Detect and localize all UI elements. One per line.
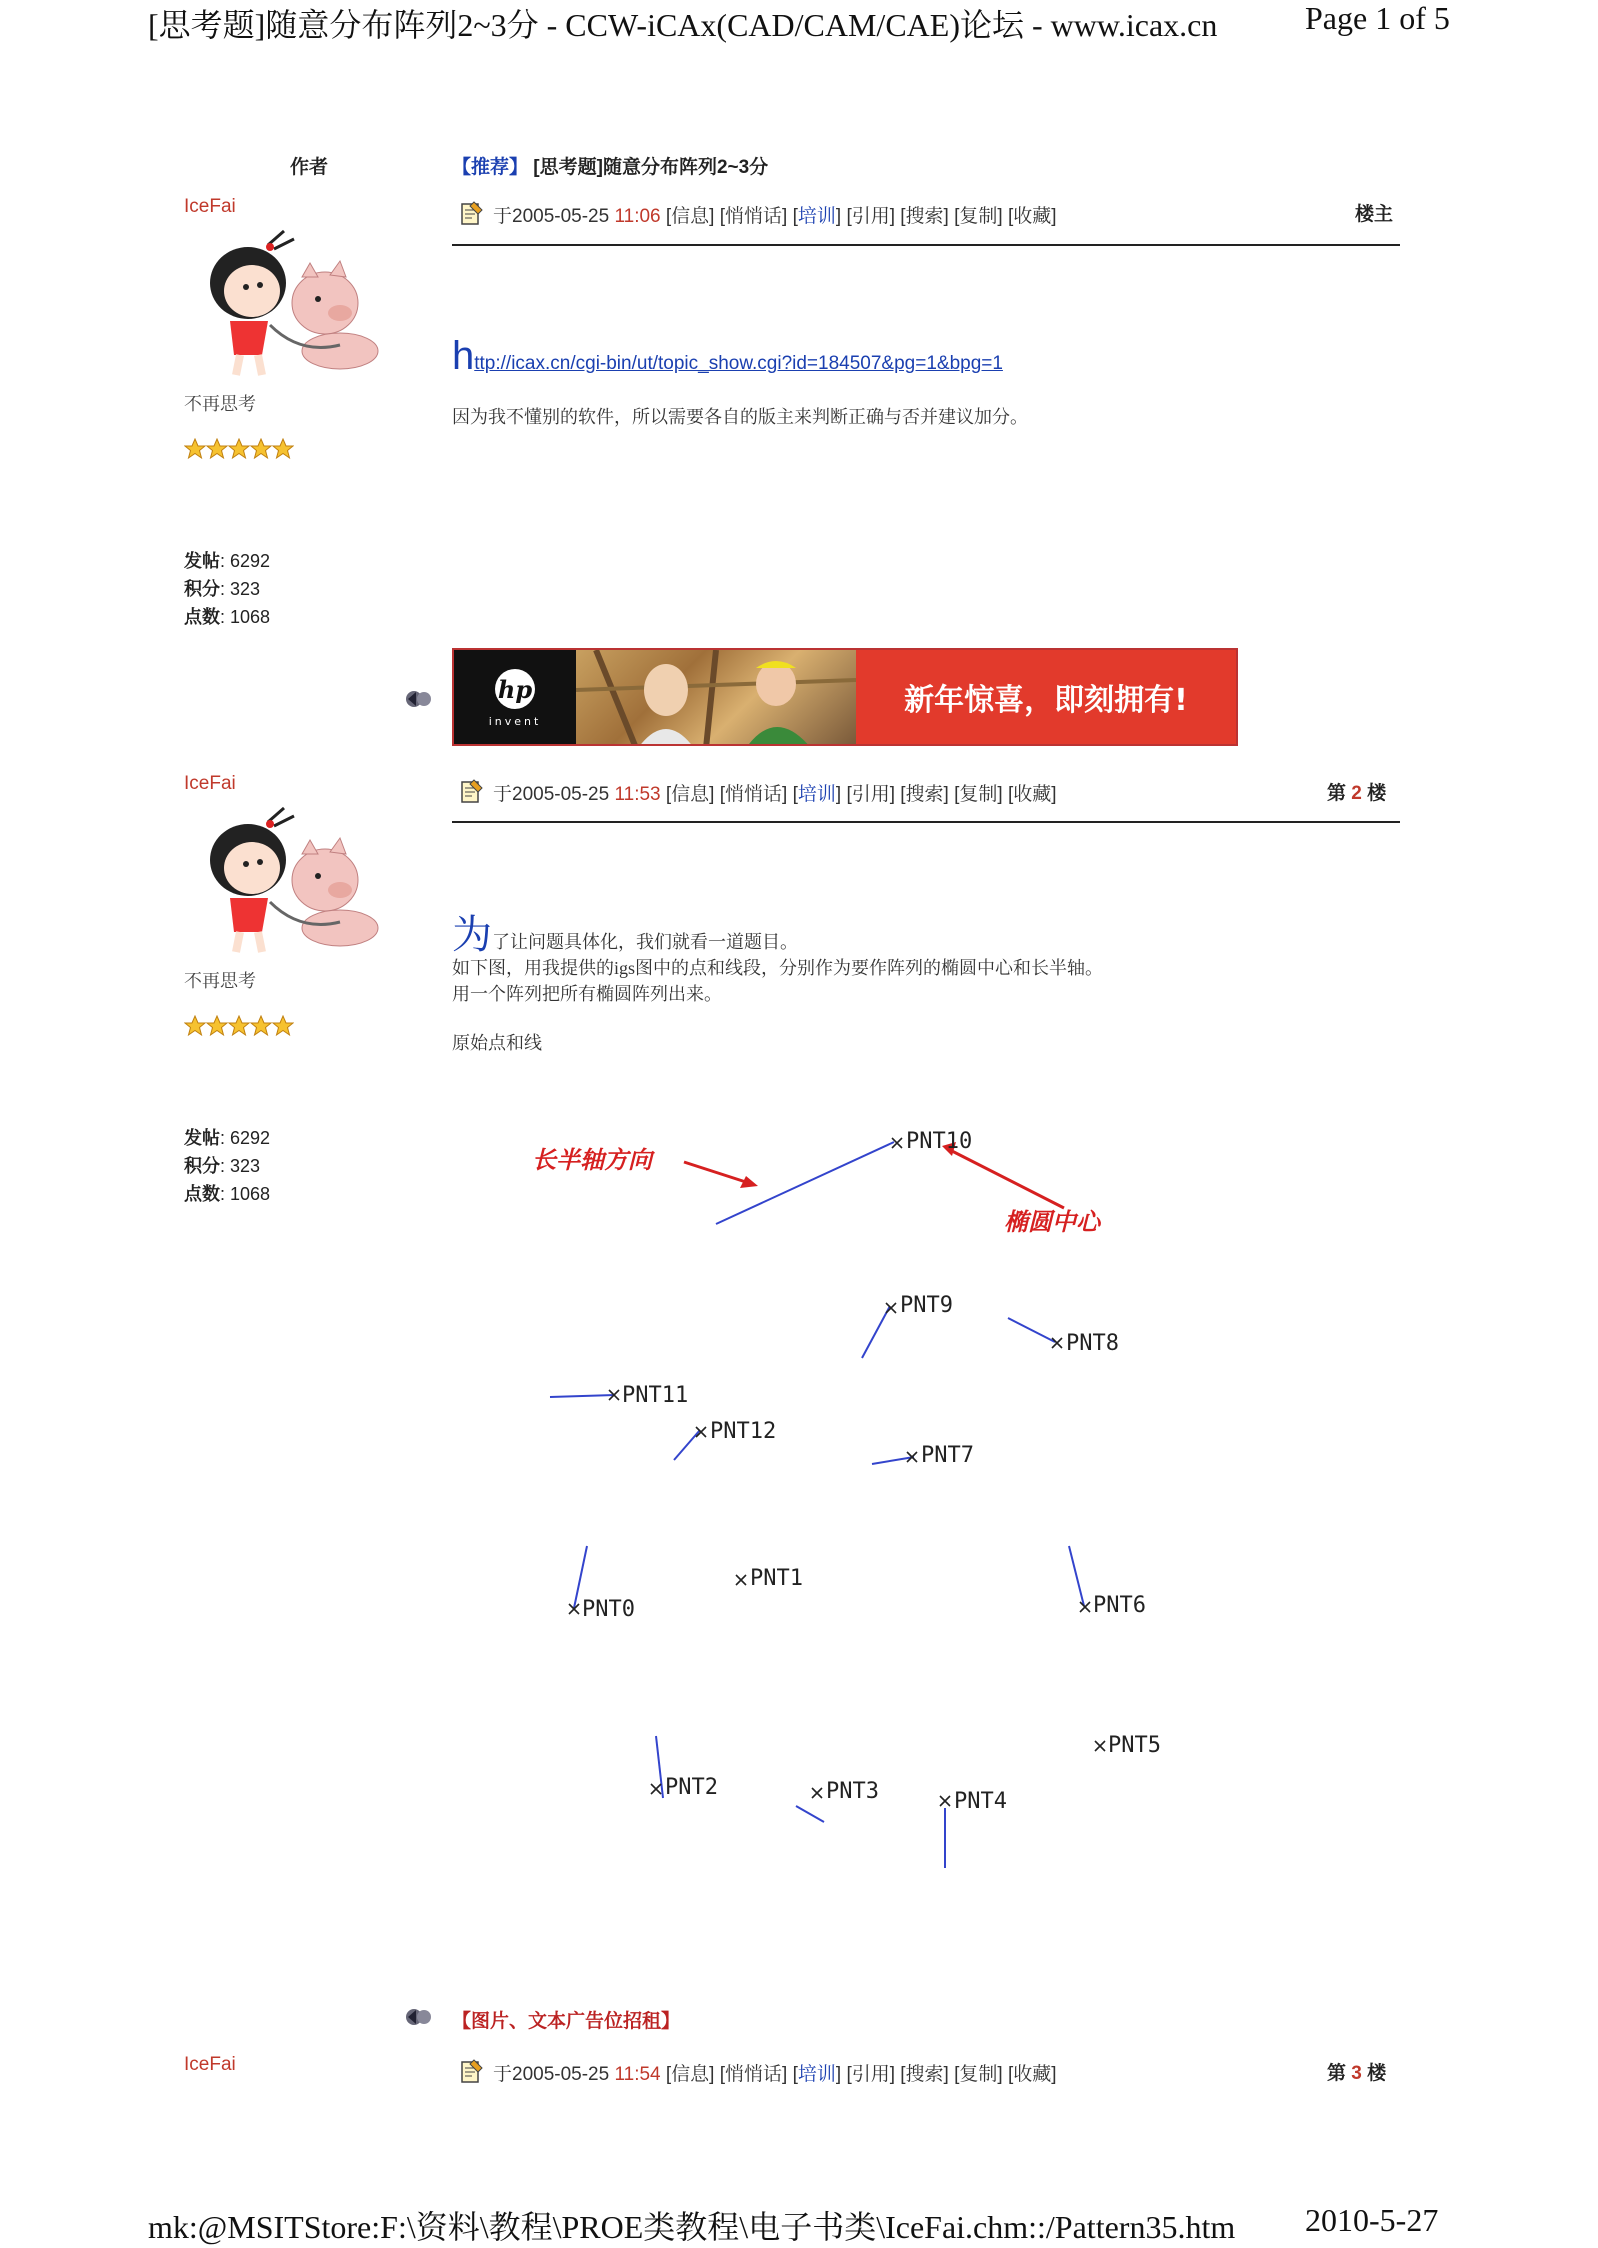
post2-rating-stars	[184, 1015, 294, 1042]
post1-signature: 不再思考	[184, 394, 256, 414]
post2-body-line1: 为了让问题具体化，我们就看一道题目。	[452, 912, 798, 958]
quote-link[interactable]: [引用]	[846, 206, 895, 227]
info-link[interactable]: [信息]	[665, 2064, 715, 2085]
post2-divider	[452, 821, 1400, 823]
train-link[interactable]: 培训	[797, 784, 836, 805]
svg-text:PNT4: PNT4	[954, 1789, 1007, 1814]
ad-photo	[576, 650, 856, 744]
recommend-tag[interactable]: 【推荐】	[452, 157, 529, 178]
post-edit-icon	[460, 200, 484, 231]
post2-floor-label: 第 2 楼	[1327, 783, 1387, 804]
post3-floor-label: 第 3 楼	[1327, 2063, 1387, 2084]
thread-title-line	[452, 152, 768, 179]
post2-meta: 于2005-05-25 11:53 [信息] [悄悄话] [培训] [引用] [搜索] [复制] [收藏]	[493, 784, 1057, 805]
print-footer-date: 2010-5-27	[1305, 2202, 1439, 2238]
favorite-link[interactable]: [收藏]	[1007, 206, 1057, 227]
quote-link[interactable]: [引用]	[846, 784, 895, 805]
quote-link[interactable]: [引用]	[846, 2064, 895, 2085]
ad-speaker-icon	[404, 686, 436, 717]
post1-url-line: http://icax.cn/cgi-bin/ut/topic_show.cgi?id=184507&pg=1&bpg=1	[452, 334, 1003, 378]
search-link[interactable]: [搜索]	[900, 784, 949, 805]
ad-banner[interactable]	[452, 648, 1238, 746]
post1-divider	[452, 244, 1400, 246]
search-link[interactable]: [搜索]	[900, 206, 949, 227]
copy-link[interactable]: [复制]	[954, 206, 1003, 227]
svg-text:hp: hp	[497, 674, 533, 704]
ad-slogan: 新年惊喜，即刻拥有!	[904, 683, 1188, 718]
post2-avatar	[190, 802, 390, 957]
post-edit-icon	[460, 778, 484, 809]
post3-username[interactable]: IceFai	[184, 2054, 236, 2075]
svg-text:PNT9: PNT9	[900, 1293, 953, 1318]
favorite-link[interactable]: [收藏]	[1007, 2064, 1057, 2085]
print-footer-path: mk:@MSITStore:F:\资料\教程\PROE类教程\电子书类\IceFai.chm::/Pattern35.htm	[148, 2209, 1236, 2245]
svg-text:PNT5: PNT5	[1108, 1733, 1161, 1758]
whisper-link[interactable]: [悄悄话]	[719, 784, 788, 805]
train-link[interactable]: 培训	[797, 206, 836, 227]
ad-speaker-icon	[404, 2004, 436, 2035]
hp-logo: hp invent	[454, 650, 576, 744]
post3-meta: 于2005-05-25 11:54 [信息] [悄悄话] [培训] [引用] [搜索] [复制] [收藏]	[493, 2064, 1057, 2085]
points-lines-diagram	[452, 1100, 1302, 1905]
post2-body-line3: 用一个阵列把所有椭圆阵列出来。	[452, 984, 722, 1004]
annotation-ellipse-center: 椭圆中心	[1004, 1207, 1100, 1236]
post2-body-line4: 原始点和线	[452, 1033, 542, 1053]
svg-text:PNT8: PNT8	[1066, 1331, 1119, 1356]
svg-text:PNT10: PNT10	[906, 1129, 973, 1154]
copy-link[interactable]: [复制]	[954, 2064, 1003, 2085]
post1-stats: 发帖: 6292 积分: 323 点数: 1068	[184, 551, 271, 627]
info-link[interactable]: [信息]	[665, 206, 715, 227]
favorite-link[interactable]: [收藏]	[1007, 784, 1057, 805]
post1-avatar	[190, 225, 390, 380]
post2-signature: 不再思考	[184, 971, 256, 991]
post2-username[interactable]: IceFai	[184, 773, 236, 794]
post1-body-text: 因为我不懂别的软件，所以需要各自的版主来判断正确与否并建议加分。	[452, 407, 1028, 427]
print-header-page: Page 1 of 5	[1305, 0, 1450, 36]
svg-text:PNT3: PNT3	[826, 1779, 879, 1804]
copy-link[interactable]: [复制]	[954, 784, 1003, 805]
post1-meta: 于2005-05-25 11:06 [信息] [悄悄话] [培训] [引用] [搜索] [复制] [收藏]	[493, 206, 1057, 227]
svg-text:PNT11: PNT11	[622, 1383, 689, 1408]
print-header-title: [思考题]随意分布阵列2~3分 - CCW-iCAx(CAD/CAM/CAE)论坛 - www.icax.cn	[148, 7, 1218, 43]
search-link[interactable]: [搜索]	[900, 2064, 949, 2085]
svg-text:PNT1: PNT1	[750, 1566, 803, 1591]
thread-title: [思考题]随意分布阵列2~3分	[533, 157, 769, 178]
post2-body-line2: 如下图，用我提供的igs图中的点和线段，分别作为要作阵列的椭圆中心和长半轴。	[452, 958, 1104, 978]
info-link[interactable]: [信息]	[665, 784, 715, 805]
svg-text:PNT7: PNT7	[921, 1443, 974, 1468]
svg-text:PNT0: PNT0	[582, 1597, 635, 1622]
whisper-link[interactable]: [悄悄话]	[719, 206, 788, 227]
post-edit-icon	[460, 2058, 484, 2089]
svg-text:PNT6: PNT6	[1093, 1593, 1146, 1618]
whisper-link[interactable]: [悄悄话]	[719, 2064, 788, 2085]
train-link[interactable]: 培训	[797, 2064, 836, 2085]
annotation-major-axis: 长半轴方向	[532, 1145, 652, 1174]
text-ad-link[interactable]: 【图片、文本广告位招租】	[452, 2011, 681, 2032]
svg-text:PNT12: PNT12	[710, 1419, 777, 1444]
post1-rating-stars	[184, 438, 294, 465]
svg-text:PNT2: PNT2	[665, 1775, 718, 1800]
post2-stats: 发帖: 6292 积分: 323 点数: 1068	[184, 1128, 271, 1204]
post1-url-link[interactable]: ttp://icax.cn/cgi-bin/ut/topic_show.cgi?id=184507&pg=1&bpg=1	[474, 353, 1003, 374]
post1-floor-label: 楼主	[1355, 204, 1394, 225]
author-column-header: 作者	[290, 157, 329, 178]
post1-username[interactable]: IceFai	[184, 196, 236, 217]
